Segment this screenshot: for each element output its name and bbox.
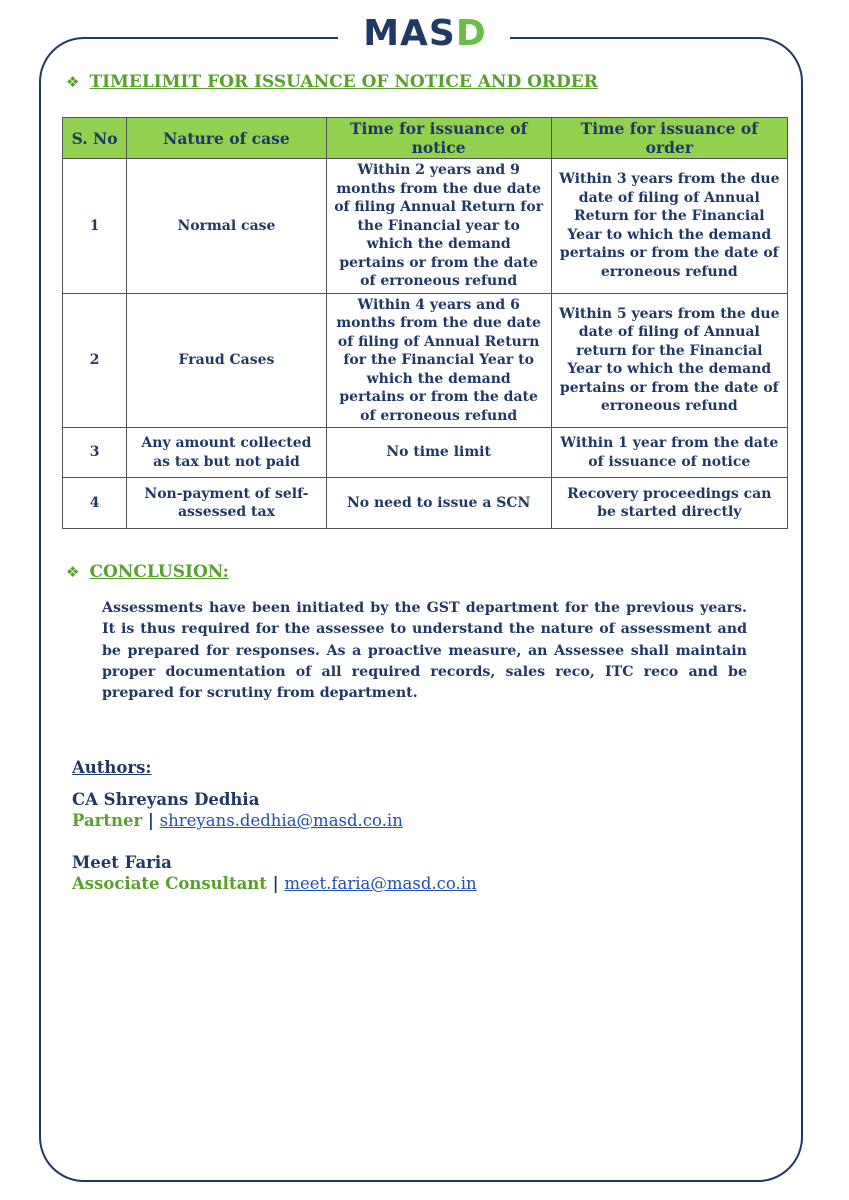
separator: |: [266, 874, 285, 893]
section-heading-timelimit: [66, 72, 598, 92]
diamond-bullet-icon: ❖: [66, 73, 80, 91]
logo-text: MASD: [363, 13, 487, 54]
separator: |: [142, 811, 160, 830]
column-header: Time for issuance of notice: [326, 118, 551, 159]
cell-sno: 1: [63, 159, 127, 294]
masd-logo: [345, 14, 505, 54]
authors-heading: Authors:: [72, 758, 152, 777]
cell-nature: Fraud Cases: [127, 293, 326, 428]
cell-notice: Within 2 years and 9 months from the due date of filing Annual Return for the Financial year to which the demand pertains or from the date of erroneous refund: [326, 159, 551, 294]
author-role-line: [72, 811, 403, 830]
cell-order: Recovery proceedings can be started directly: [551, 478, 787, 529]
cell-order: Within 1 year from the date of issuance of notice: [551, 428, 787, 478]
table-header-row: [63, 118, 788, 159]
cell-order: Within 5 years from the due date of filing of Annual return for the Financial Year to which the demand pertains or from the date of erroneous refund: [551, 293, 787, 428]
author-role-line: [72, 874, 477, 893]
cell-sno: 3: [63, 428, 127, 478]
timelimit-table: [62, 117, 788, 529]
section-heading-conclusion: [66, 562, 229, 582]
author-role: Partner: [72, 811, 143, 830]
column-header: Nature of case: [127, 118, 326, 159]
author-email-link[interactable]: meet.faria@masd.co.in: [284, 874, 477, 893]
author-name: CA Shreyans Dedhia: [72, 790, 260, 809]
column-header: Time for issuance of order: [551, 118, 787, 159]
author-name: Meet Faria: [72, 853, 172, 872]
table-row: [63, 293, 788, 428]
diamond-bullet-icon: ❖: [66, 563, 80, 581]
section-title: CONCLUSION:: [89, 562, 229, 582]
cell-order: Within 3 years from the due date of filing of Annual Return for the Financial Year to which the demand pertains or from the date of erroneous refund: [551, 159, 787, 294]
cell-nature: Normal case: [127, 159, 326, 294]
cell-nature: Non-payment of self-assessed tax: [127, 478, 326, 529]
section-title: TIMELIMIT FOR ISSUANCE OF NOTICE AND ORDER: [89, 72, 598, 92]
author-email-link[interactable]: shreyans.dedhia@masd.co.in: [159, 811, 403, 830]
cell-sno: 4: [63, 478, 127, 529]
column-header: S. No: [63, 118, 127, 159]
cell-notice: No time limit: [326, 428, 551, 478]
conclusion-paragraph: Assessments have been initiated by the GST department for the previous years. It is thus required for the assessee to understand the nature of assessment and be prepared for responses. As a proactive measure, an Assessee shall maintain proper documentation of all required records, sales reco, ITC reco and be prepared for scrutiny from department.: [102, 600, 747, 702]
table-row: [63, 428, 788, 478]
cell-sno: 2: [63, 293, 127, 428]
table-row: [63, 159, 788, 294]
cell-notice: No need to issue a SCN: [326, 478, 551, 529]
author-role: Associate Consultant: [72, 874, 267, 893]
table-row: [63, 478, 788, 529]
cell-notice: Within 4 years and 6 months from the due date of filing of Annual Return for the Financial Year to which the demand pertains or from the date of erroneous refund: [326, 293, 551, 428]
cell-nature: Any amount collected as tax but not paid: [127, 428, 326, 478]
